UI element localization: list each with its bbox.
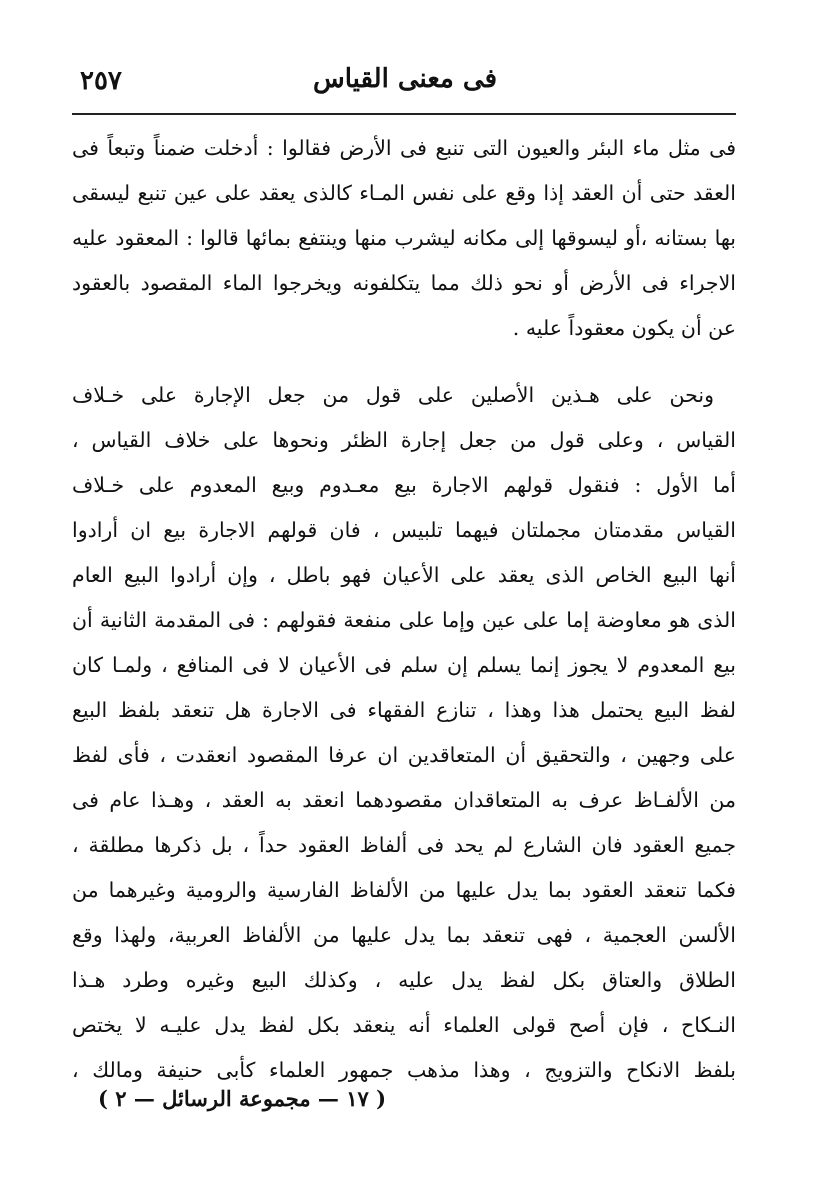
text-line: القياس ، وعلى قول من جعل إجارة الظئر ونحوها على خلاف القياس ، [72,428,736,452]
body-text [72,126,736,1093]
text-line: الطلاق والعتاق بكل لفظ يدل عليه ، وكذلك البيع وغيره وطرد هـذا [72,968,736,992]
text-line: ونحن على هـذين الأصلين على قول من جعل الإجارة على خـلاف [72,383,714,407]
text-line: فكما تنعقد العقود بما يدل عليها من الألفاظ الفارسية والرومية وغيرهما من [72,878,736,902]
paragraph-2 [72,373,736,1093]
text-line: النـكاح ، فإن أصح قولى العلماء أنه ينعقد بكل لفظ يدل عليـه لا يختص [72,1013,736,1037]
text-line: أما الأول : فنقول قولهم الاجارة بيع معـدوم وبيع المعدوم على خـلاف [72,473,736,497]
paragraph-1 [72,126,736,351]
text-line: الألسن العجمية ، فهى تنعقد بما يدل عليها من الألفاظ العربية، ولهذا وقع [72,923,736,947]
header-rule [72,113,736,115]
signature-mark: ( ١٧ — مجموعة الرسائل — ٢ ) [98,1086,387,1111]
text-line: القياس مقدمتان مجملتان فيهما تلبيس ، فان قولهم الاجارة بيع ان أرادوا [72,518,736,542]
text-line: الاجراء فى الأرض أو نحو ذلك مما يتكلفونه ويخرجوا الماء المقصود بالعقود [72,271,736,295]
page-header [70,62,740,102]
text-line: الذى هو معاوضة إما على عين وإما على منفعة فقولهم : فى المقدمة الثانية أن [72,608,736,632]
text-line: من الألفـاظ عرف به المتعاقدان مقصودهما انعقد به العقد ، وهـذا عام فى [72,788,736,812]
text-line: بها بستانه ،أو ليسوقها إلى مكانه ليشرب منها وينتفع بمائها قالوا : المعقود عليه [72,226,736,250]
text-line: عن أن يكون معقوداً عليه . [512,316,736,340]
paragraph-gap [72,351,736,373]
text-line: على وجهين ، والتحقيق أن المتعاقدين ان عرفا المقصود انعقدت ، فأى لفظ [72,743,736,767]
text-line: لفظ البيع يحتمل هذا وهذا ، تنازع الفقهاء فى الاجارة هل تنعقد بلفظ البيع [72,698,736,722]
text-line: العقد حتى أن العقد إذا وقع على نفس المـاء كالذى يعقد على عين تنبع ليسقى [72,181,736,205]
text-line: بيع المعدوم لا يجوز إنما يسلم إن سلم فى الأعيان لا فى المنافع ، ولمـا كان [72,653,736,677]
text-line: فى مثل ماء البئر والعيون التى تنبع فى الأرض فقالوا : أدخلت ضمناً وتبعاً فى [72,136,736,160]
page-number: ٢٥٧ [80,66,122,96]
text-line: أنها البيع الخاص الذى يعقد على الأعيان فهو باطل ، وإن أرادوا البيع العام [72,563,736,587]
running-title: فى معنى القياس [313,64,497,94]
text-line: جميع العقود فان الشارع لم يحد فى ألفاظ العقود حداً ، بل ذكرها مطلقة ، [72,833,736,857]
text-line: بلفظ الانكاح والتزويج ، وهذا مذهب جمهور العلماء كأبى حنيفة ومالك ، [72,1058,736,1082]
